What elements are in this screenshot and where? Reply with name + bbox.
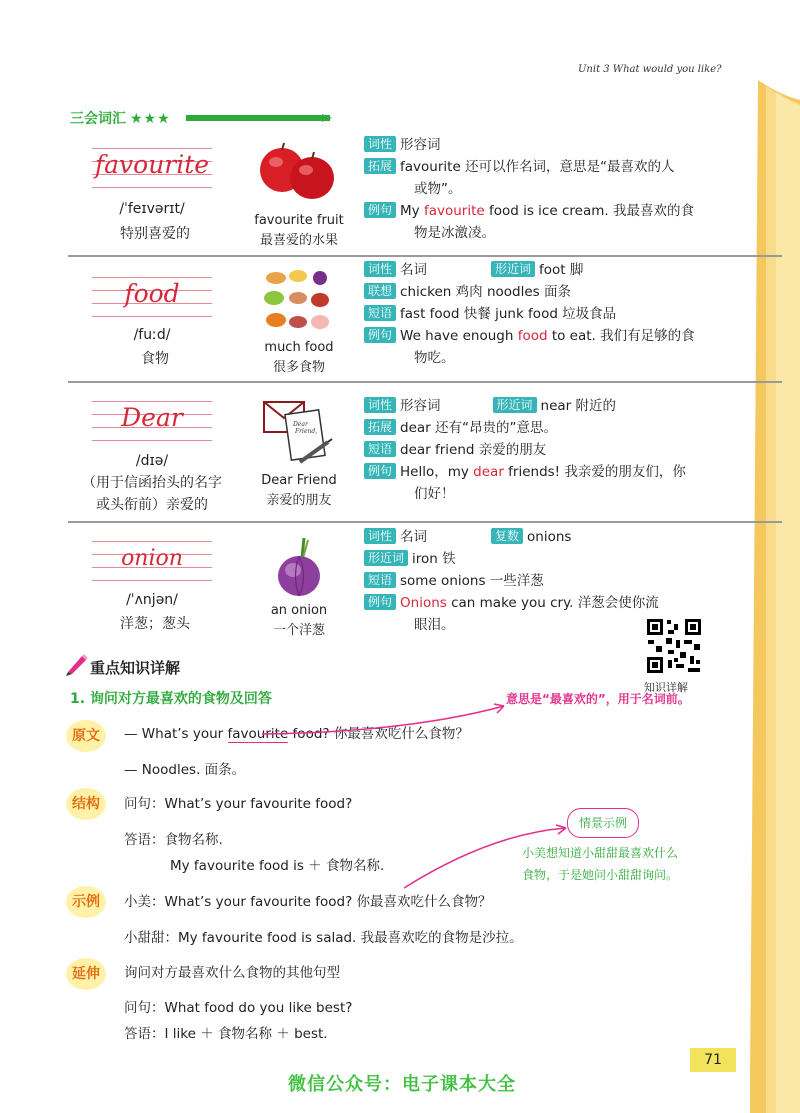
phrase-text: dear friend 亲爱的朋友 [400,442,547,458]
example-text-2: 物是冰激凌。 [414,225,495,241]
tag-similar: 形近词 [364,550,408,566]
wechat-watermark: 微信公众号：电子课本大全 [288,1074,516,1095]
extend-text-2: 或物”。 [414,181,462,197]
word-meaning: 食物 [141,351,169,367]
plural-text: onions [527,529,572,545]
label-structure: 结构 [66,788,106,820]
section-title-text: 三会词汇 [70,111,126,127]
word-meaning-line1: （用于信函抬头的名字 [82,475,222,491]
tag-example: 例句 [364,202,396,218]
word-meaning: 特别喜爱的 [120,226,190,242]
extend-text: dear 还有“昂贵的”意思。 [400,420,557,436]
picture-caption-cn: 最喜爱的水果 [259,233,338,248]
phonetic: /dɪə/ [135,453,169,469]
tag-extend: 拓展 [364,419,396,435]
pos-text: 形容词 [400,398,441,414]
label-extend: 延伸 [66,958,106,990]
picture-caption [244,471,354,511]
info-block-dear [364,395,730,505]
example-pre: Hello，my [400,464,474,480]
picture-caption-cn: 一个洋葱 [272,623,325,638]
svg-text:Dear: Dear [293,421,308,428]
tag-pos: 词性 [364,136,396,152]
tag-pos: 词性 [364,261,396,277]
scene-note-line1: 小美想知道小甜甜最喜欢什么 [522,846,679,860]
tag-similar: 形近词 [491,261,535,277]
svg-text:Friend,: Friend, [295,428,318,435]
knowledge-subtitle: 1. 询问对方最喜欢的食物及回答 [70,691,272,707]
picture-caption-en: favourite fruit [254,213,344,228]
row-divider [68,381,782,383]
label-original: 原文 [66,720,106,752]
tag-phrase: 短语 [364,305,396,321]
word-favourite: favourite [94,150,210,179]
extend-answer: 答语：I like ＋ 食物名称 ＋ best. [124,1026,328,1042]
example-highlight: Onions [400,595,447,611]
tag-extend: 拓展 [364,158,396,174]
picture-caption [244,211,354,251]
word-onion: onion [121,546,183,571]
tag-phrase: 短语 [364,572,396,588]
picture-caption [244,601,354,641]
word-food: food [124,279,180,308]
example-pre: We have enough [400,328,518,344]
picture-caption-cn: 亲爱的朋友 [266,493,332,508]
running-head: Unit 3 What would you like? [578,64,722,75]
example-post: friends! 我亲爱的朋友们，你 [503,464,686,480]
row-divider [68,521,782,523]
tag-plural: 复数 [491,528,523,544]
example-post: can make you cry. 洋葱会使你流 [446,595,659,611]
original-post: food? 你最喜欢吃什么食物？ [288,726,469,742]
example-highlight: food [517,328,548,344]
label-example: 示例 [66,886,106,918]
tag-example: 例句 [364,594,396,610]
title-underline-bar [186,115,330,121]
onion-icon [272,536,326,600]
food-assortment-icon [262,268,334,334]
phrase-text: some onions 一些洋葱 [400,573,544,589]
tag-example: 例句 [364,463,396,479]
tag-similar: 形近词 [493,397,537,413]
example-line-2: 小甜甜：My favourite food is salad. 我最喜欢吃的食物是沙拉。 [124,930,523,946]
structure-answer: 答语：食物名称. [124,832,223,848]
row-divider [68,255,782,257]
example-post: food is ice cream. 我最喜欢的食 [484,203,694,219]
scene-badge: 情景示例 [567,808,639,838]
extend-question: 问句：What food do you like best? [124,1000,353,1016]
structure-question: 问句：What’s your favourite food? [124,796,353,812]
example-text-2: 物吃。 [414,350,455,366]
title-underline-tip [322,114,332,122]
picture-caption [244,338,354,378]
similar-text: iron 铁 [412,551,456,567]
example-pre: My [400,203,424,219]
pos-text: 名词 [400,529,428,545]
example-highlight: favourite [423,203,485,219]
stars-rating: ★★★ [130,111,171,127]
similar-text: foot 脚 [539,262,584,278]
pos-text: 形容词 [400,137,441,153]
knowledge-title: 重点知识详解 [90,659,181,677]
similar-text: near 附近的 [540,398,617,414]
annotation-arrow [258,696,508,740]
phonetic: /ˈfeɪvərɪt/ [119,201,185,217]
example-post: to eat. 我们有足够的食 [547,328,695,344]
info-block-favourite [364,134,730,244]
tag-pos: 词性 [364,528,396,544]
phonetic: /fuːd/ [133,327,171,343]
tag-phrase: 短语 [364,441,396,457]
section-title [70,108,171,128]
word-meaning: 洋葱；葱头 [120,616,190,632]
picture-caption-en: Dear Friend [261,473,337,488]
structure-answer-2: My favourite food is ＋ 食物名称. [170,858,385,874]
example-text-2: 眼泪。 [414,617,455,633]
page-number: 71 [690,1048,736,1072]
phrase-text: fast food 快餐 junk food 垃圾食品 [400,306,617,322]
picture-caption-cn: 很多食物 [272,360,325,375]
letter-envelope-icon [262,398,338,468]
word-meaning [62,472,242,516]
page-edge-decoration [740,0,800,1113]
original-highlight: favourite [227,726,289,742]
example-line-1: 小美：What’s your favourite food? 你最喜欢吃什么食物？ [124,894,492,910]
original-pre: — What’s your [124,726,228,742]
scene-note-line2: 食物，于是她问小甜甜询问。 [522,868,679,882]
extend-title: 询问对方最喜欢什么食物的其他句型 [124,965,340,981]
tag-example: 例句 [364,327,396,343]
original-line-2: — Noodles. 面条。 [124,762,246,778]
associate-text: chicken 鸡肉 noodles 面条 [400,284,571,300]
phonetic: /ˈʌnjən/ [126,592,178,608]
tag-associate: 联想 [364,283,396,299]
qr-label: 知识详解 [644,681,688,694]
info-block-food [364,259,730,369]
extend-text: favourite 还可以作名词，意思是“最喜欢的人 [400,159,675,175]
word-meaning-line2: 或头衔前）亲爱的 [96,497,208,513]
pos-text: 名词 [400,262,428,278]
annotation-favourite: 意思是“最喜欢的”，用于名词前。 [506,692,690,706]
pencil-icon [64,652,88,676]
picture-caption-en: much food [264,340,334,355]
example-highlight: dear [473,464,504,480]
scene-arrow [400,824,570,894]
tag-pos: 词性 [364,397,396,413]
picture-caption-en: an onion [270,603,328,618]
apples-icon [254,142,340,202]
example-text-2: 们好！ [414,486,455,502]
qr-code-icon[interactable] [646,618,702,674]
word-dear: Dear [121,403,183,432]
